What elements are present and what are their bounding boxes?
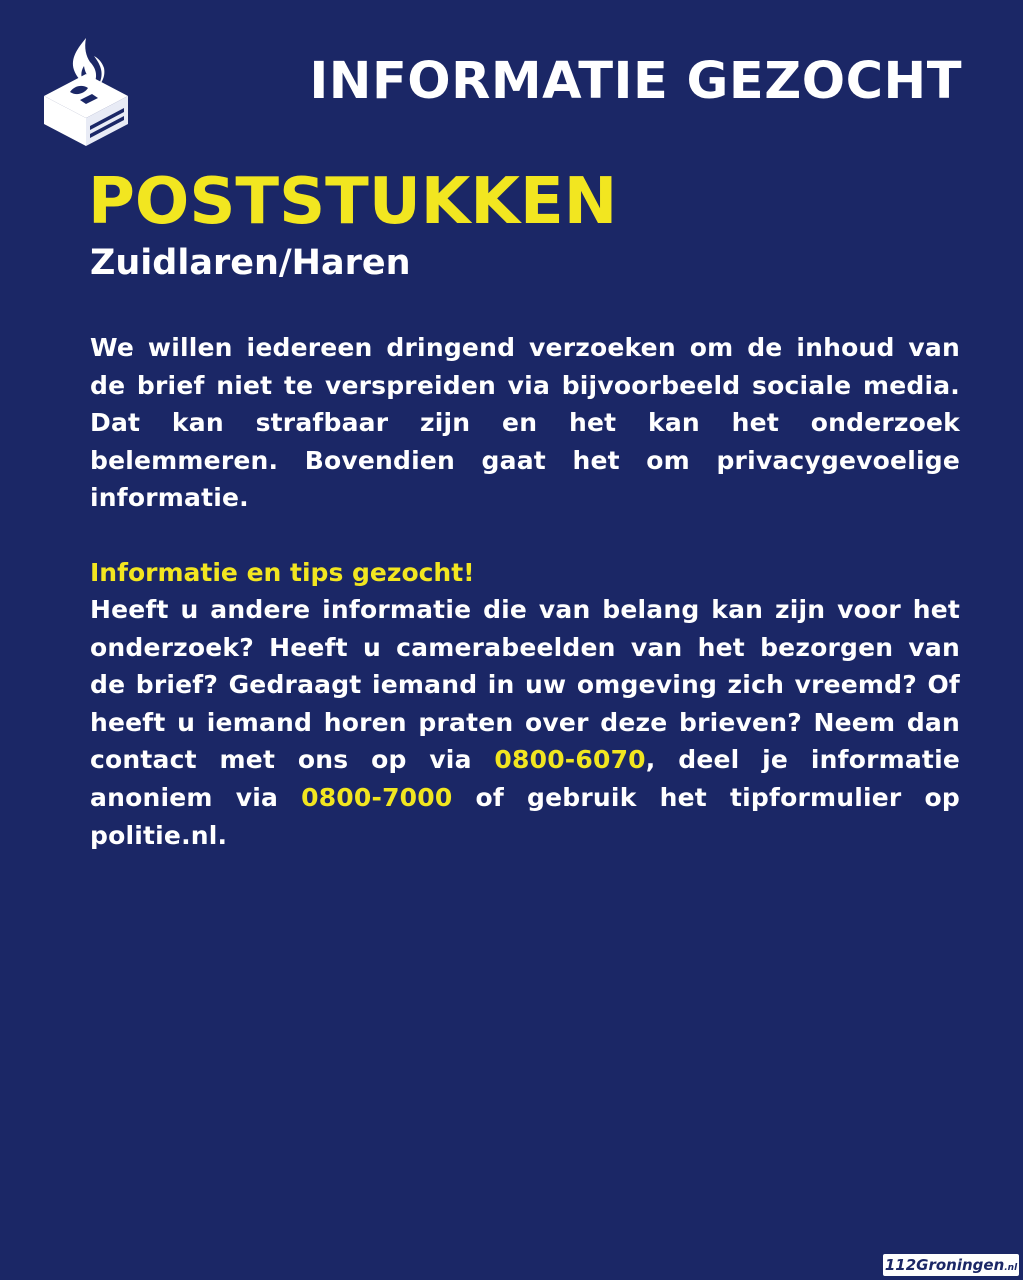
watermark-name: 112Groningen [884, 1256, 1005, 1274]
phone-number-anonymous: 0800-7000 [301, 782, 453, 812]
header-title: INFORMATIE GEZOCHT [309, 52, 962, 111]
tips-text-part3: of gebruik het tipformulier op politie.nl. [90, 782, 960, 850]
intro-paragraph: We willen iedereen dringend verzoeken om de inhoud van de brief niet te verspreiden via bijvoorbeeld sociale media. Dat kan strafbaar zijn en het kan het onderzoek belemmeren. Bovendien gaat het om privacygevoelige informatie. [90, 333, 960, 513]
main-title: POSTSTUKKEN [88, 165, 618, 239]
tips-heading: Informatie en tips gezocht! [90, 558, 475, 587]
phone-number-primary: 0800-6070 [494, 745, 646, 775]
source-watermark [883, 1254, 1019, 1276]
tips-text-part2: , deel je informatie anoniem via [90, 745, 960, 812]
location-subtitle: Zuidlaren/Haren [90, 243, 411, 283]
tips-text-part1: Heeft u andere informatie die van belang kan zijn voor het onderzoek? Heeft u camerabeelden van het bezorgen van de brief? Gedraagt iemand in uw omgeving zich vreemd? Of heeft u iemand horen praten over deze brieven? Neem dan contact met ons op via [90, 595, 960, 775]
police-flame-logo-icon [40, 34, 132, 150]
tips-paragraph [90, 591, 960, 854]
watermark-tld: .nl [1004, 1263, 1018, 1273]
